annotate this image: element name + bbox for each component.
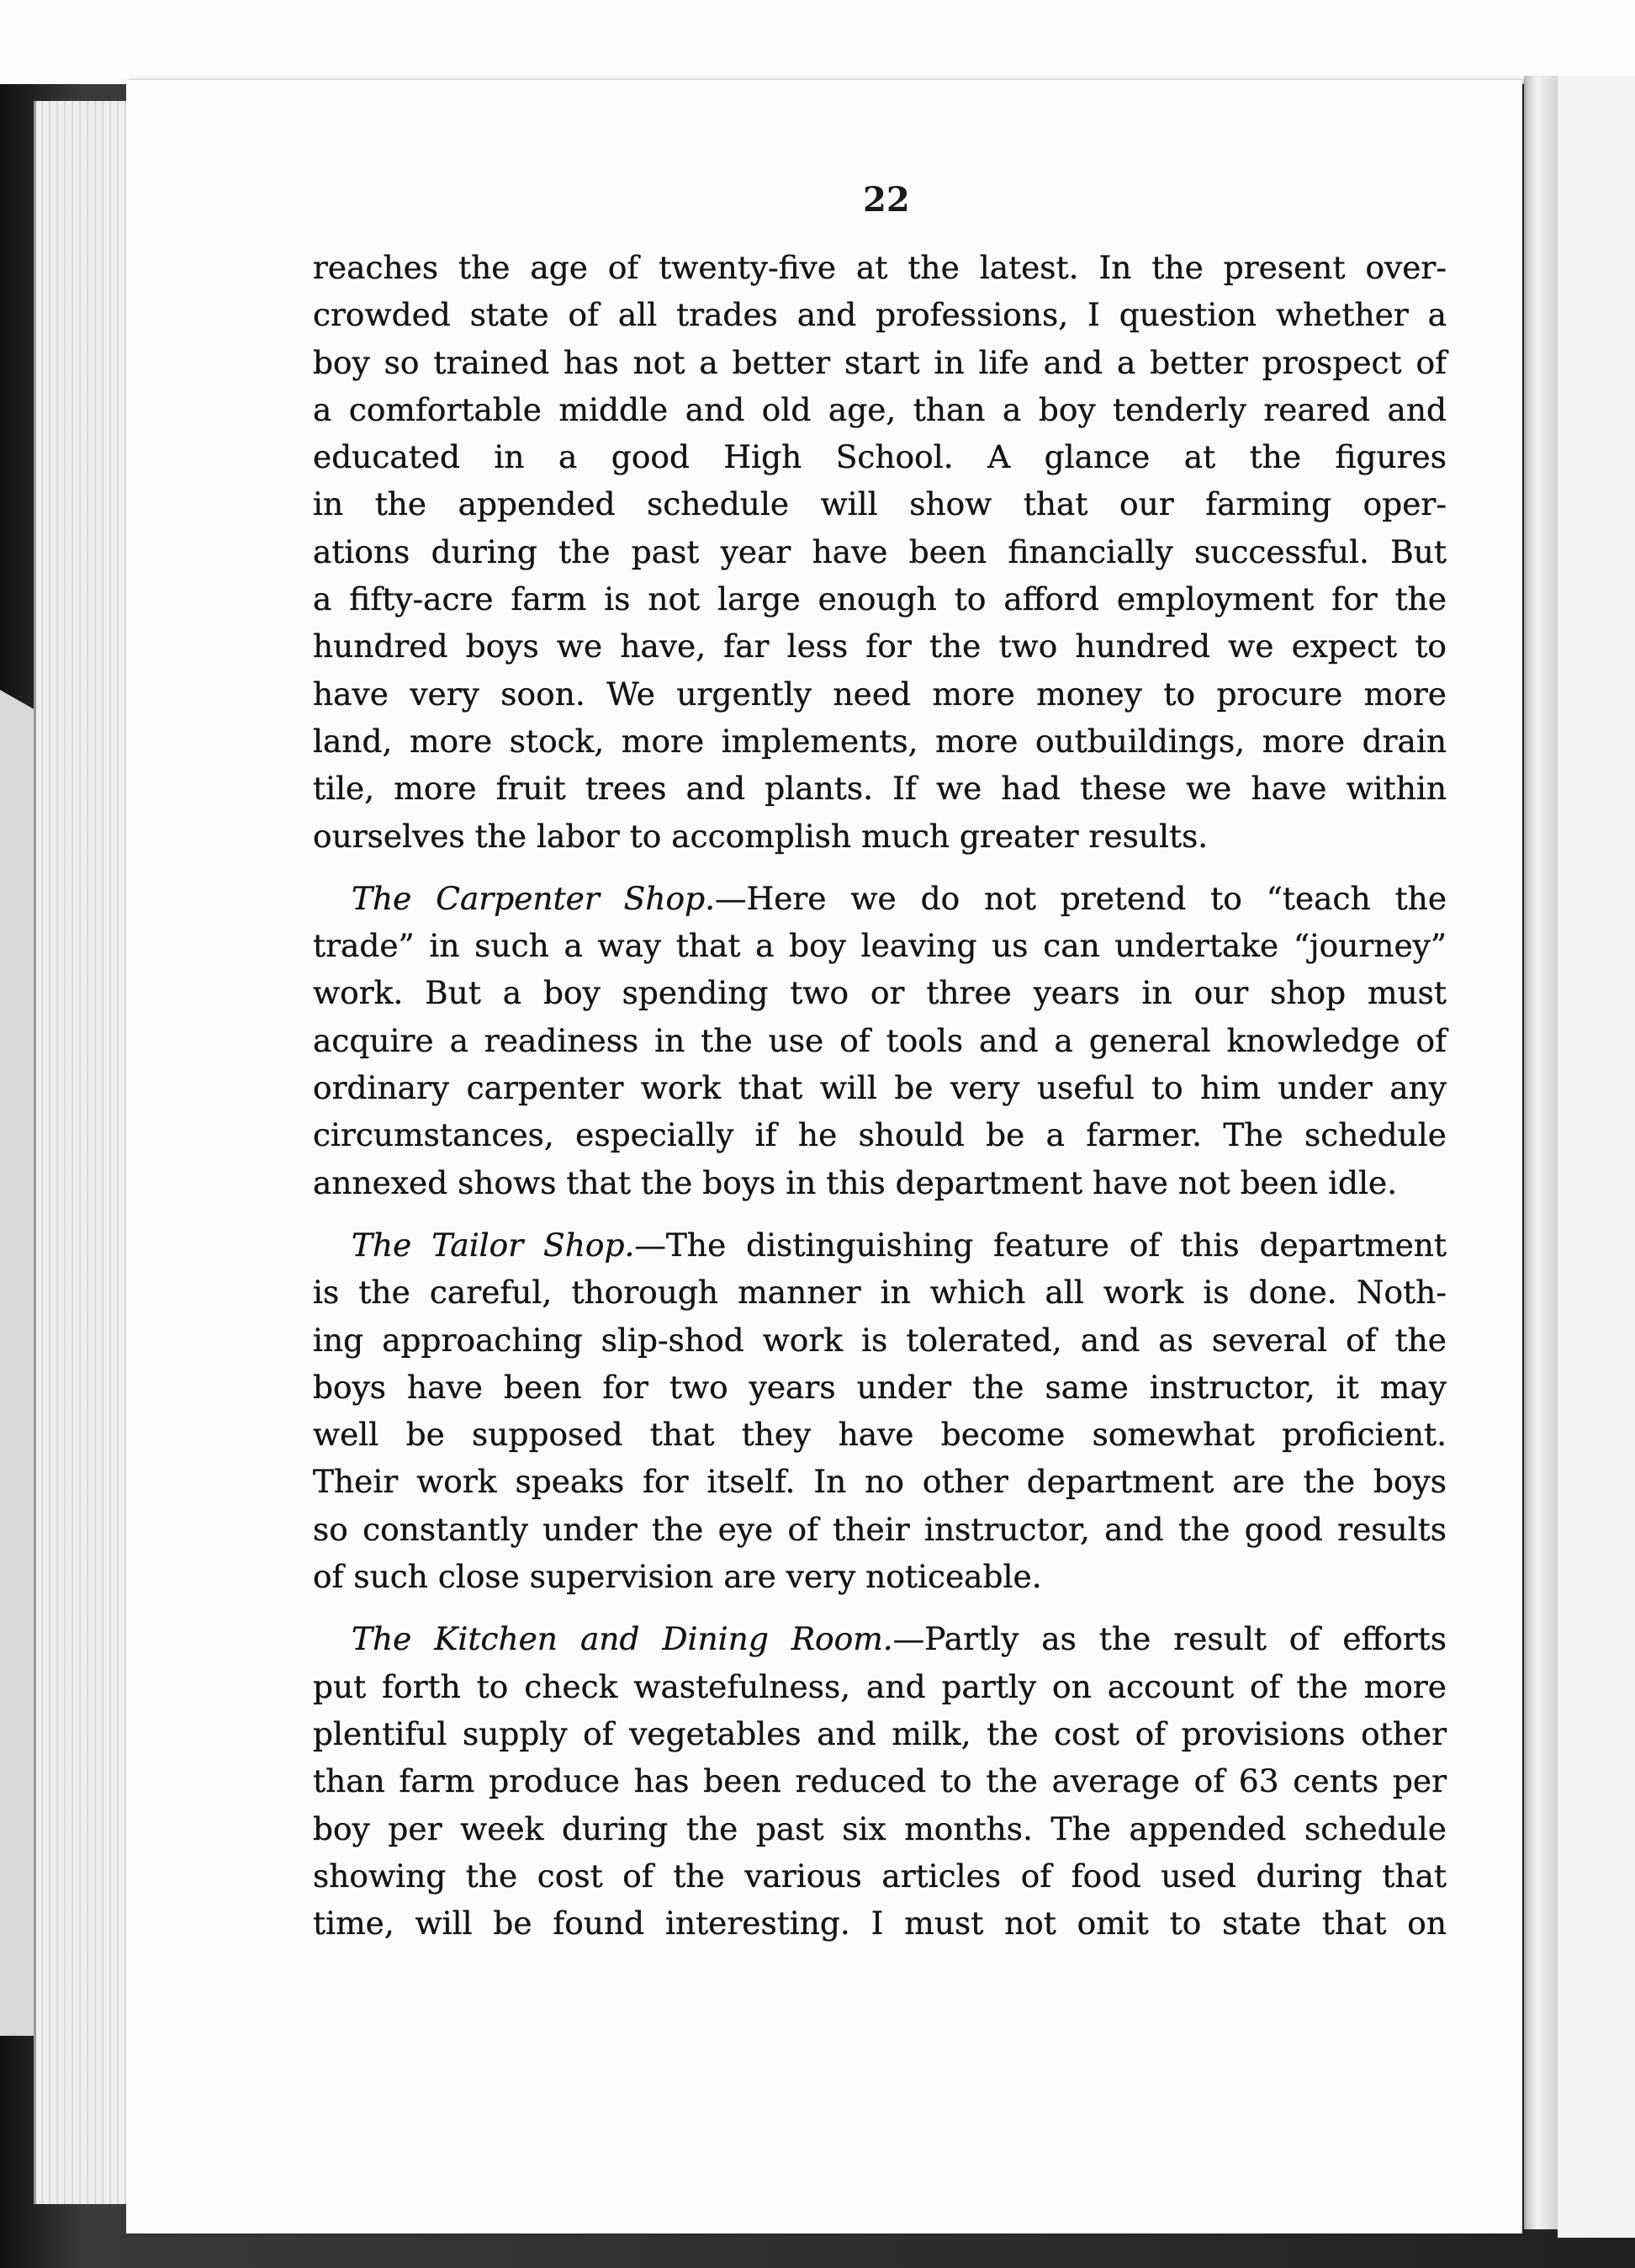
text-line: ations during the past year have been financially successful. But [313,533,1447,570]
text-line: educated in a good High School. A glance at the figures [313,438,1447,476]
text-line: trade” in such a way that a boy leaving us can undertake “journey” [313,927,1447,965]
section-heading-kitchen-dining-room: The Kitchen and Dining Room. [352,1620,893,1658]
text-line: ing approaching slip-shod work is tolerated, and as several of the [313,1321,1447,1359]
paragraph-tailor-shop [313,1221,1447,1600]
text-line-rest: —Here we do not pretend to “teach the [715,879,1447,917]
text-line: reaches the age of twenty-five at the latest. In the present over- [313,249,1447,286]
text-line: of such close supervision are very noticeable. [313,1558,1042,1596]
text-line: hundred boys we have, far less for the two hundred we expect to [313,628,1447,665]
text-line: annexed shows that the boys in this department have not been idle. [313,1163,1398,1201]
text-line: tile, more fruit trees and plants. If we had these we have within [313,770,1447,808]
text-line: in the appended schedule will show that our farming oper- [313,485,1447,523]
text-line [313,1221,1447,1269]
page-number: 22 [863,180,910,220]
text-line: land, more stock, more implements, more outbuildings, more drain [313,722,1447,760]
text-line: crowded state of all trades and professions, I question whether a [313,296,1447,334]
scan-top-margin [0,0,1635,84]
text-line: showing the cost of the various articles of food used during that [313,1857,1447,1894]
text-line: ordinary carpenter work that will be very useful to him under any [313,1069,1447,1107]
text-line [313,1615,1447,1662]
paragraph-carpenter-shop [313,875,1447,1206]
text-line: well be supposed that they have become somewhat proficient. [313,1416,1447,1454]
paragraph-1 [313,244,1447,860]
paragraph-kitchen-dining-room [313,1615,1447,1947]
text-line: work. But a boy spending two or three years in our shop must [313,974,1447,1012]
text-line: Their work speaks for itself. In no other department are the boys [313,1463,1447,1501]
section-heading-carpenter-shop: The Carpenter Shop. [352,879,716,917]
body-text [313,244,1447,1962]
text-line: time, will be found interesting. I must not omit to state that on [313,1905,1447,1942]
section-heading-tailor-shop: The Tailor Shop. [352,1226,635,1264]
text-line-rest: —Partly as the result of efforts [892,1620,1447,1658]
text-line: have very soon. We urgently need more money to procure more [313,675,1447,713]
right-margin [1558,76,1635,2238]
text-line [313,875,1447,922]
text-line: boy so trained has not a better start in life and a better prospect of [313,343,1447,381]
right-page-edge [1524,76,1558,2229]
text-line-rest: —The distinguishing feature of this department [634,1226,1447,1264]
book-page-edges [34,101,129,2204]
text-line: circumstances, especially if he should be a farmer. The schedule [313,1116,1447,1154]
text-line: ourselves the labor to accomplish much greater results. [313,817,1209,855]
text-line: plentiful supply of vegetables and milk, the cost of provisions other [313,1714,1447,1752]
text-line: than farm produce has been reduced to the average of 63 cents per [313,1762,1447,1800]
text-line: a fifty-acre farm is not large enough to afford employment for the [313,580,1447,618]
text-line: boys have been for two years under the same instructor, it may [313,1368,1447,1406]
text-line: is the careful, thorough manner in which all work is done. Noth- [313,1274,1447,1312]
text-line: boy per week during the past six months. The appended schedule [313,1810,1447,1847]
text-line: so constantly under the eye of their instructor, and the good results [313,1510,1447,1548]
text-line: put forth to check wastefulness, and partly on account of the more [313,1667,1447,1705]
text-line: a comfortable middle and old age, than a boy tenderly reared and [313,390,1447,428]
text-line: acquire a readiness in the use of tools and a general knowledge of [313,1021,1447,1059]
